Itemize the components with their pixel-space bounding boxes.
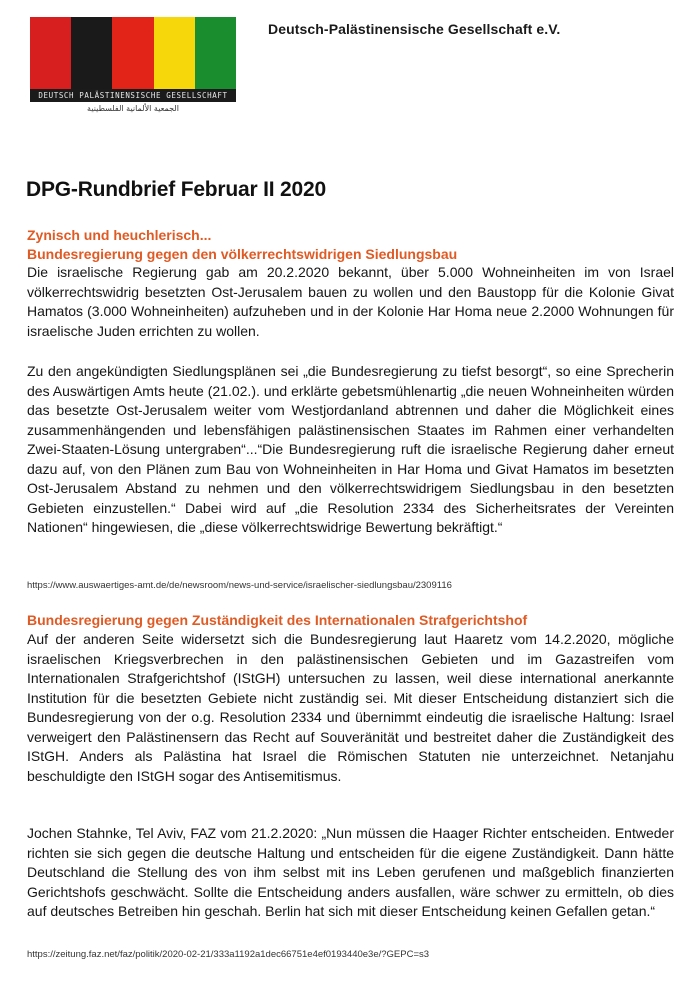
logo-arabic-text: الجمعية الألمانية الفلسطينية [87,104,179,113]
logo-stripe-5 [195,17,236,89]
article1-paragraph1: Die israelische Regierung gab am 20.2.2020 bekannt, über 5.000 Wohneinheiten im von Israel völkerrechtswidrig besetzten Ost-Jerusalem bauen zu wollen und den Baustopp für die Kolonie Givat Hamatos (3.000 Wohneinheiten) aufzuheben und in der Kolonie Har Homa neue 2.2000 Wohnungen für israelische Juden errichten zu wollen. [27,264,674,339]
article2-source-link[interactable]: https://zeitung.faz.net/faz/politik/2020-02-21/333a1192a1dec66751e4ef0193440e3e/?GEPC=s3 [27,949,430,960]
dpg-logo [30,17,236,117]
logo-stripe-1 [30,17,71,89]
article1-heading-line2: Bundesregierung gegen den völkerrechtswidrigen Siedlungsbau [27,246,458,262]
logo-stripe-2 [71,17,112,89]
logo-bar-text: DEUTSCH PALÄSTINENSISCHE GESELLSCHAFT [30,89,236,102]
page-title: DPG-Rundbrief Februar II 2020 [26,178,326,201]
article1-heading-line1: Zynisch und heuchlerisch... [27,227,212,243]
organization-name: Deutsch-Palästinensische Gesellschaft e.V. [268,21,561,37]
article1-paragraph2: Zu den angekündigten Siedlungsplänen sei „die Bundesregierung zu tiefst besorgt“, so eine Sprecherin des Auswärtigen Amts heute (21.02.). und erklärte gebetsmühlenartig „die neuen Wohneinheiten würden das besetzte Ost-Jerusalem weiter vom Westjordanland abtrennen und daher die Möglichkeit eines zusammenhängenden und lebensfähigen palästinensischen Staates im Rahmen einer verhandelten Zwei-Staaten-Lösung untergraben“...“Die Bundesregierung ruft die israelische Regierung daher erneut dazu auf, von den Plänen zum Bau von Wohneinheiten in Har Homa und Givat Hamatos im besetzten Ost-Jerusalem Abstand zu nehmen und den völkerrechtswidrigem Siedlungsbau in den besetzten Gebieten einzustellen.“ Dabei wird auf „die Resolution 2334 des Sicherheitsrates der Vereinten Nationen“ hingewiesen, die „diese völkerrechtswidrige Bewertung bekräftigt.“ [27,363,674,535]
article1-source-link[interactable]: https://www.auswaertiges-amt.de/de/newsroom/news-und-service/israelischer-siedlungsbau/2309116 [27,580,452,591]
logo-stripe-3 [112,17,153,89]
flag-stripes [30,17,236,89]
article2-paragraph2: Jochen Stahnke, Tel Aviv, FAZ vom 21.2.2020: „Nun müssen die Haager Richter entscheiden. Entweder richten sie sich gegen die deutsche Haltung und entscheiden für die eigene Zuständigkeit. Dann hätte Deutschland die Stellung des von ihm selbst mit ins Leben gerufenen und maßgeblich finanzierten Gerichtshofs geschwächt. Sollte die Entscheidung anders ausfallen, wäre schwer zu ermitteln, ob dies auf deutsches Betreiben hin geschah. Berlin hat sich mit dieser Entscheidung keinen Gefallen getan.“ [27,825,674,919]
article2-heading: Bundesregierung gegen Zuständigkeit des Internationalen Strafgerichtshof [27,612,528,628]
logo-stripe-4 [154,17,195,89]
article2-paragraph1: Auf der anderen Seite widersetzt sich die Bundesregierung laut Haaretz vom 14.2.2020, mögliche israelischen Kriegsverbrechen in den palästinensischen Gebieten und im Gazastreifen vom Internationalen Strafgerichtshof (IStGH) untersuchen zu lassen, weil diese international anerkannte Institution für die besetzten Gebiete nicht zuständig sei. Mit dieser Entscheidung distanziert sich die Bundesregierung von der o.g. Resolution 2334 und übernimmt eindeutig die israelische Haltung: Israel verweigert den Palästinensern das Recht auf Souveränität und bestreitet daher die Zuständigkeit des IStGH. Anders als Palästina hat Israel die Römischen Statuten nie unterzeichnet. Netanjahu beschuldigte den IStGH sogar des Antisemitismus. [27,631,674,784]
